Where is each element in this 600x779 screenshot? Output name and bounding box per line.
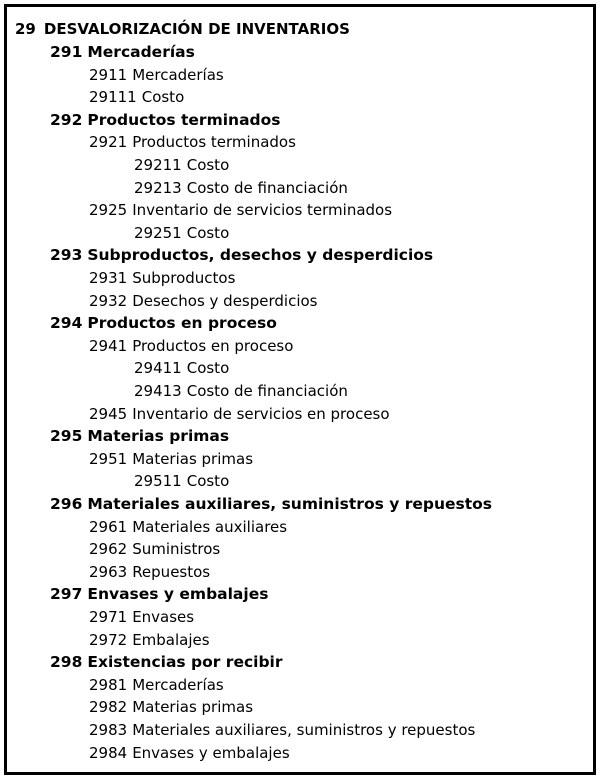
account-name: Materias primas — [132, 449, 254, 468]
account-subitem — [134, 179, 348, 197]
account-code: 2971 — [89, 608, 128, 626]
account-code: 2931 — [89, 269, 128, 287]
account-subitem — [134, 382, 348, 400]
account-name: Costo — [186, 472, 230, 491]
account-code: 295 — [50, 427, 83, 446]
account-name: Costo de financiación — [186, 178, 348, 197]
account-code: 2951 — [89, 449, 128, 468]
account-name: Subproductos — [132, 269, 236, 287]
account-item — [89, 608, 194, 626]
account-code: 2982 — [89, 698, 128, 717]
section-heading — [15, 20, 350, 38]
account-name: Mercaderías — [132, 65, 224, 84]
account-code: 2963 — [89, 562, 128, 581]
account-name: Envases — [132, 608, 195, 626]
account-name: Inventario de servicios en proceso — [132, 404, 390, 423]
account-code: 2984 — [89, 743, 128, 762]
section-code: 29 — [15, 20, 36, 38]
account-item — [89, 721, 475, 739]
account-code: 2945 — [89, 404, 128, 423]
account-code: 2932 — [89, 291, 128, 310]
account-code: 292 — [50, 110, 83, 129]
account-item — [89, 201, 392, 219]
account-code: 29413 — [134, 382, 182, 400]
account-item — [89, 518, 287, 536]
account-code: 2911 — [89, 65, 128, 84]
account-item — [89, 66, 224, 84]
account-code: 298 — [50, 653, 83, 672]
account-code: 2921 — [89, 133, 128, 152]
account-subitem — [134, 156, 229, 174]
account-item — [89, 450, 253, 468]
account-code: 297 — [50, 585, 83, 604]
account-item — [89, 133, 296, 151]
account-name: Mercaderías — [132, 675, 224, 694]
account-name: Materias primas — [132, 698, 254, 717]
account-name: Materiales auxiliares, suministros y repuestos — [87, 495, 493, 513]
account-code: 293 — [50, 246, 83, 265]
account-group — [50, 653, 283, 671]
account-item — [89, 337, 293, 355]
account-name: Productos terminados — [132, 133, 296, 152]
account-name: Materias primas — [87, 427, 230, 446]
account-subitem — [134, 472, 229, 490]
account-group — [50, 495, 492, 513]
account-item — [89, 292, 317, 310]
account-code: 2961 — [89, 517, 128, 536]
account-name: Envases y embalajes — [132, 743, 290, 762]
account-item — [89, 698, 253, 716]
account-item — [89, 563, 210, 581]
account-code: 29213 — [134, 178, 182, 197]
account-code: 29511 — [134, 472, 182, 491]
account-group — [50, 111, 281, 129]
account-name: Costo de financiación — [186, 382, 348, 400]
account-code: 291 — [50, 43, 83, 61]
account-name: Mercaderías — [87, 43, 195, 61]
account-item — [89, 88, 184, 106]
account-name: Subproductos, desechos y desperdicios — [87, 246, 434, 265]
account-name: Productos en proceso — [87, 314, 277, 333]
account-name: Embalajes — [132, 630, 210, 649]
account-code: 2941 — [89, 336, 128, 355]
section-name: DESVALORIZACIÓN DE INVENTARIOS — [43, 20, 350, 38]
account-name: Costo — [186, 223, 230, 242]
account-code: 2972 — [89, 630, 128, 649]
account-name: Materiales auxiliares — [132, 517, 288, 536]
account-code: 29211 — [134, 156, 182, 174]
account-name: Costo — [141, 88, 185, 107]
account-subitem — [134, 224, 229, 242]
account-group — [50, 314, 277, 332]
account-subitem — [134, 359, 229, 377]
account-code: 2925 — [89, 201, 128, 220]
account-code: 2981 — [89, 675, 128, 694]
account-code: 294 — [50, 314, 83, 333]
account-group — [50, 427, 229, 445]
account-code: 29411 — [134, 359, 182, 378]
account-name: Repuestos — [132, 562, 211, 581]
account-name: Productos en proceso — [132, 336, 294, 355]
account-name: Costo — [186, 359, 230, 378]
account-name: Inventario de servicios terminados — [132, 201, 393, 220]
account-group — [50, 43, 195, 61]
account-item — [89, 540, 220, 558]
account-item — [89, 269, 235, 287]
account-code: 29251 — [134, 223, 182, 242]
account-group — [50, 585, 268, 603]
account-name: Materiales auxiliares, suministros y repuestos — [132, 721, 476, 739]
account-item — [89, 676, 224, 694]
account-name: Desechos y desperdicios — [132, 291, 318, 310]
account-name: Suministros — [132, 540, 221, 559]
account-name: Productos terminados — [87, 110, 281, 129]
account-item — [89, 631, 210, 649]
account-item — [89, 744, 290, 762]
account-group — [50, 246, 433, 264]
account-code: 296 — [50, 495, 83, 513]
account-item — [89, 405, 390, 423]
account-code: 2962 — [89, 540, 128, 559]
account-code: 29111 — [89, 88, 137, 107]
account-name: Envases y embalajes — [87, 585, 269, 604]
account-name: Costo — [186, 156, 230, 174]
account-code: 2983 — [89, 721, 128, 739]
account-name: Existencias por recibir — [87, 653, 283, 672]
